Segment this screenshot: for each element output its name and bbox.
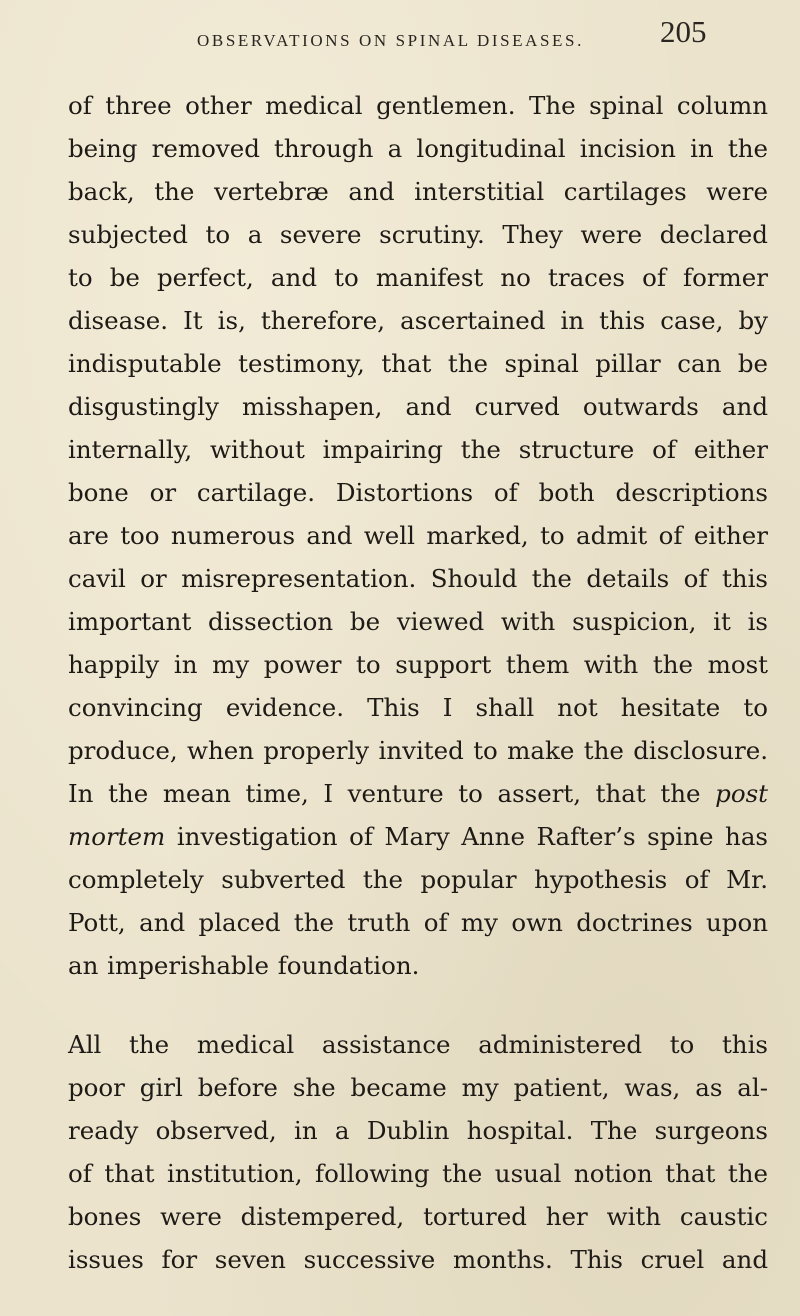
running-head [0, 0, 800, 70]
body-text [68, 84, 768, 1281]
text-line: convincing evidence. This I shall not hesitate to [68, 693, 768, 722]
text-line: bone or cartilage. Distortions of both descriptions [68, 478, 768, 507]
text-line: back, the vertebræ and interstitial cartilages were [68, 177, 768, 206]
text-segment: investigation of Mary Anne Rafter’s spine has [176, 822, 768, 851]
running-title: OBSERVATIONS ON SPINAL DISEASES. [197, 31, 584, 50]
text-line: important dissection be viewed with suspicion, it is [68, 607, 768, 636]
text-line: issues for seven successive months. This cruel and [68, 1245, 768, 1274]
page-number: 205 [660, 14, 707, 49]
text-line-with-italic [68, 815, 768, 858]
text-line: All the medical assistance administered to this [68, 1030, 768, 1059]
text-line: are too numerous and well marked, to admit of either [68, 521, 768, 550]
text-line: subjected to a severe scrutiny. They were declared [68, 220, 768, 249]
text-line: an imperishable foundation. [68, 951, 420, 980]
text-line: ready observed, in a Dublin hospital. The surgeons [68, 1116, 768, 1145]
text-segment: In the mean time, I venture to assert, that the [68, 779, 701, 808]
text-line: produce, when properly invited to make the disclosure. [68, 736, 768, 765]
text-line: bones were distempered, tortured her with caustic [68, 1202, 768, 1231]
text-line: internally, without impairing the structure of either [68, 435, 768, 464]
text-line: of three other medical gentlemen. The spinal column [68, 91, 768, 120]
text-line: happily in my power to support them with the most [68, 650, 768, 679]
italic-word-mortem: mortem [68, 822, 166, 851]
text-line: completely subverted the popular hypothesis of Mr. [68, 865, 768, 894]
paragraph-spacer [68, 987, 768, 1023]
paragraph-1 [68, 84, 768, 987]
text-line: disease. It is, therefore, ascertained in this case, by [68, 306, 768, 335]
text-line: being removed through a longitudinal incision in the [68, 134, 768, 163]
text-line-with-italic [68, 772, 768, 815]
text-line: of that institution, following the usual notion that the [68, 1159, 768, 1188]
text-line: to be perfect, and to manifest no traces of former [68, 263, 768, 292]
text-line: cavil or misrepresentation. Should the details of this [68, 564, 768, 593]
italic-word-post: post [715, 779, 768, 808]
paragraph-2 [68, 1023, 768, 1281]
text-line: poor girl before she became my patient, was, as al- [68, 1073, 768, 1102]
text-line: Pott, and placed the truth of my own doctrines upon [68, 908, 768, 937]
text-line: disgustingly misshapen, and curved outwards and [68, 392, 768, 421]
text-line: indisputable testimony, that the spinal pillar can be [68, 349, 768, 378]
